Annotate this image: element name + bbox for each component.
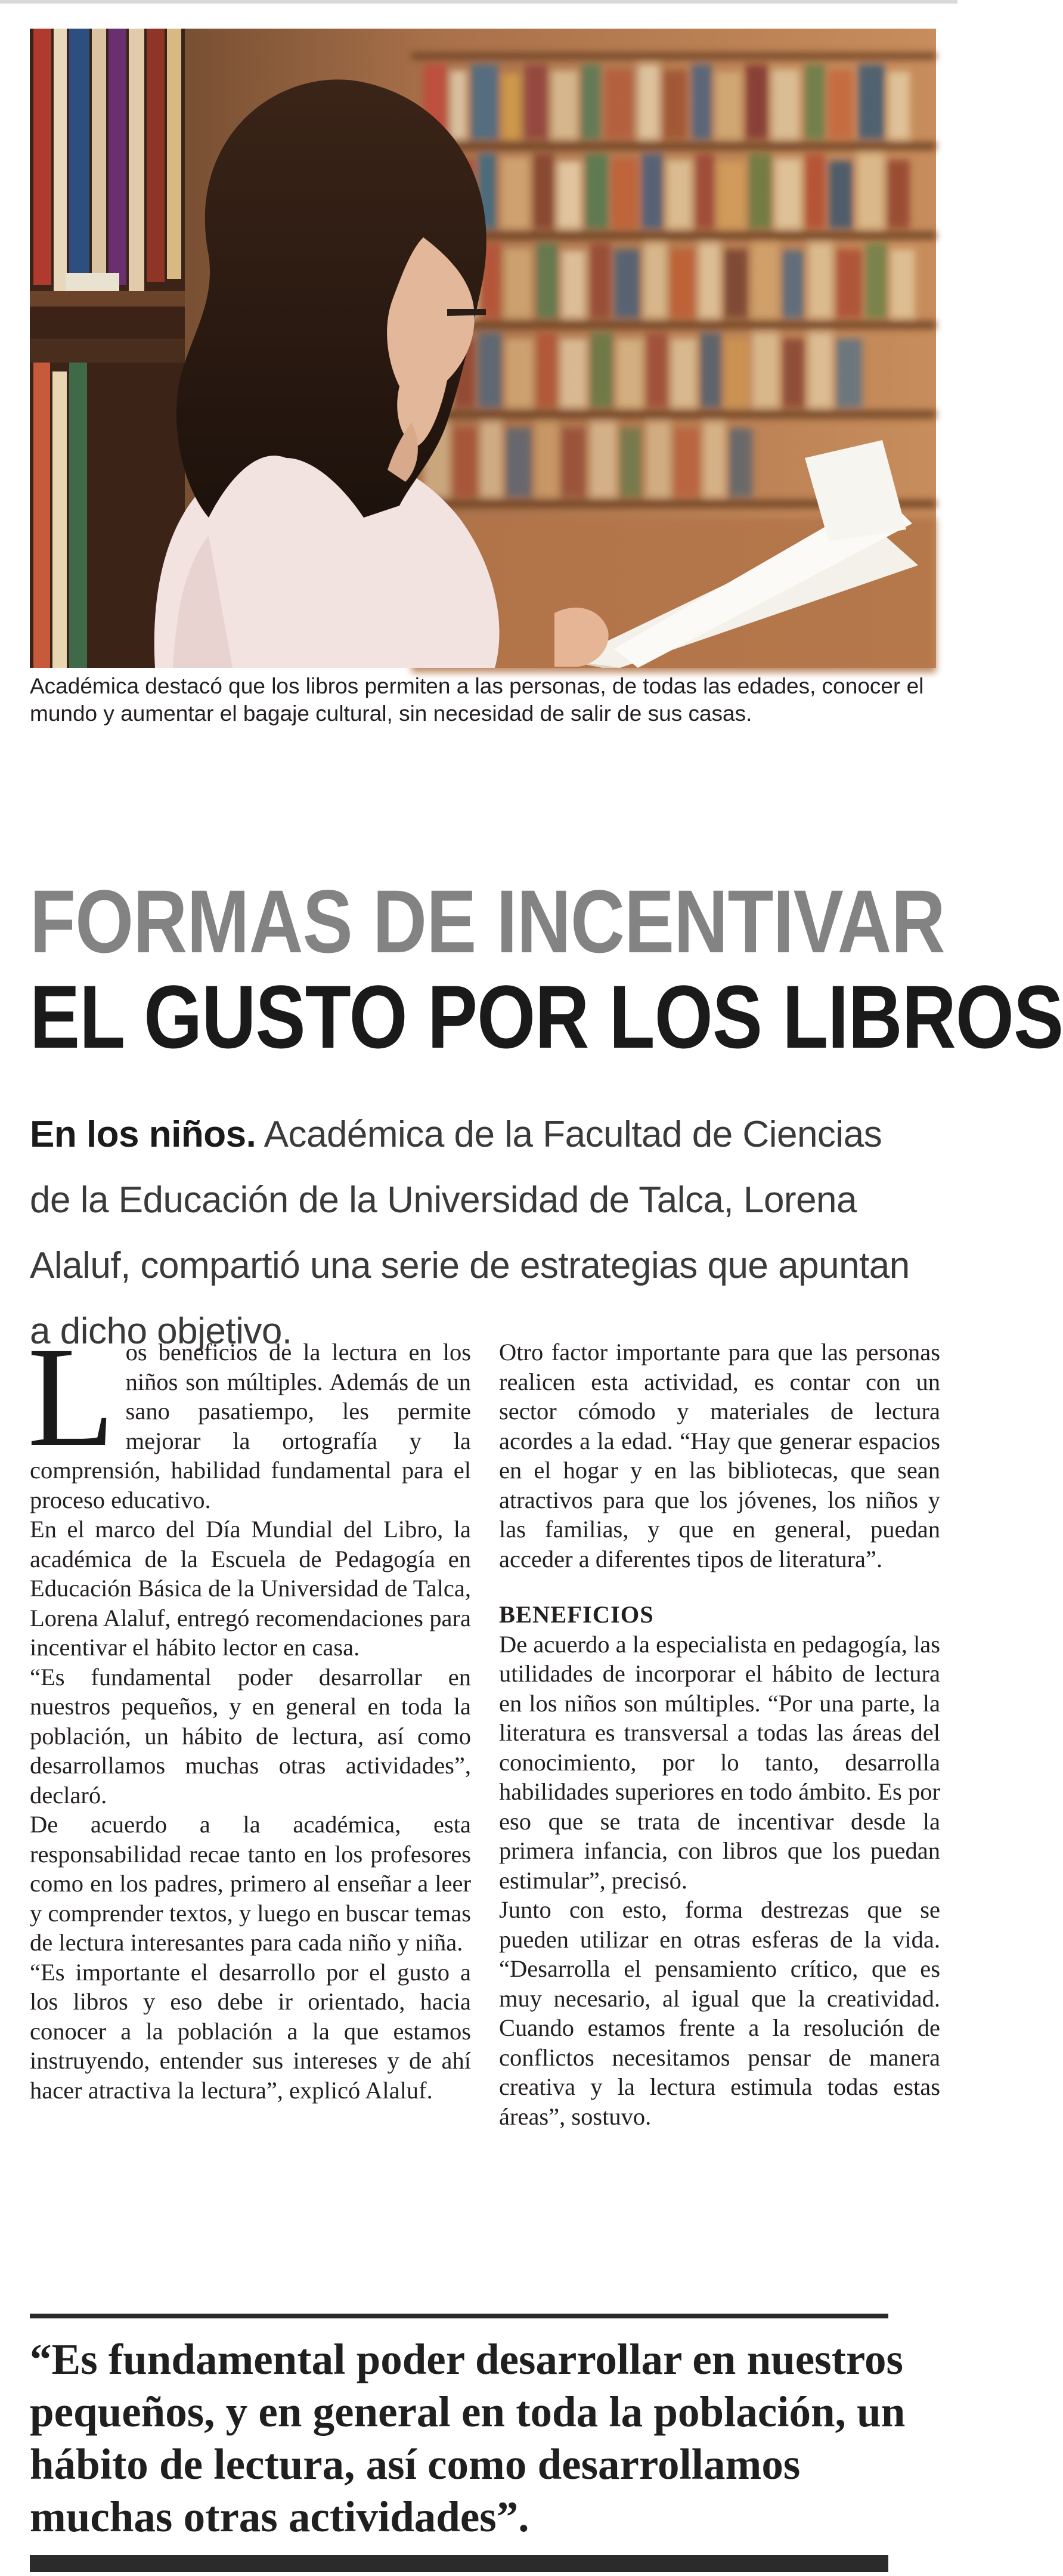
photo-caption: Académica destacó que los libros permiten a las personas, de todas las edades, conocer el mundo y aumentar el bagaje cultural, sin necesidad de salir de sus casas. [30, 674, 924, 726]
body-paragraph: En el marco del Día Mundial del Libro, la académica de la Escuela de Pedagogía en Educación Básica de la Universidad de Talca, Lorena Alaluf, entregó recomendaciones para incentivar el hábito lector en casa. [30, 1516, 471, 1661]
headline-line-2: EL GUSTO POR LOS LIBROS [30, 967, 1063, 1067]
body-paragraph: “Es fundamental poder desarrollar en nuestros pequeños, y en general en toda la población, un hábito de lectura, así como desarrollamos muchas otras actividades”, declaró. [30, 1663, 471, 1809]
article-photo [30, 29, 936, 668]
body-paragraph-text: os beneficios de la lectura en los niños son múltiples. Además de un sano pasatiempo, les permite mejorar la ortografía y la comprensión, habilidad fundamental para el proceso educativo. [30, 1339, 471, 1513]
lead-kicker: En los niños. [30, 1114, 256, 1155]
body-column-right [499, 1337, 940, 2131]
body-paragraph: De acuerdo a la especialista en pedagogía, las utilidades de incorporar el hábito de lectura en los niños son múltiples. “Por una parte, la literatura es transversal a todas las áreas del conocimiento, por lo tanto, desarrolla habilidades superiores en todo ámbito. Es por eso que se trata de incentivar desde la primera infancia, con libros que los puedan estimular”, precisó. [499, 1630, 940, 1894]
body-paragraph [27, 1317, 471, 1515]
section-subhead: BENEFICIOS [499, 1601, 654, 1628]
pull-quote: “Es fundamental poder desarrollar en nuestros pequeños, y en general en toda la población, un hábito de lectura, así como desarrollamos muchas otras actividades”. [30, 2335, 906, 2541]
body-paragraph: Otro factor importante para que las personas realicen esta actividad, es contar con un sector cómodo y materiales de lectura acordes a la edad. “Hay que generar espacios en el hogar y en las bibliotecas, que sean atractivos para que los jóvenes, los niños y las familias, y que en general, puedan acceder a diferentes tipos de literatura”. [499, 1339, 940, 1572]
drop-cap: L [27, 1317, 115, 1476]
girl-reading-in-library-image [30, 29, 936, 668]
lead-text: Académica de la Facultad de Ciencias de la Educación de la Universidad de Talca, Lorena Alaluf, compartió una serie de estrategias que apuntan a dicho objetivo. [30, 1114, 910, 1352]
top-border [0, 0, 957, 4]
pullquote-bottom-rule [30, 2555, 888, 2572]
body-column-left [27, 1317, 472, 2105]
body-paragraph: De acuerdo a la académica, esta responsabilidad recae tanto en los profesores como en los padres, primero al enseñar a leer y comprender textos, y luego en buscar temas de lectura interesantes para cada niño y niña. [30, 1811, 472, 1956]
pullquote-top-rule [30, 2314, 888, 2318]
headline-line-1: FORMAS DE INCENTIVAR [30, 871, 945, 971]
body-paragraph: Junto con esto, forma destrezas que se pueden utilizar en otras esferas de la vida. “Desarrolla el pensamiento crítico, que es muy necesario, al igual que la creatividad. Cuando estamos frente a la resolución de conflictos necesitamos pensar de manera creativa y la lectura estimula todas estas áreas”, sostuvo. [499, 1896, 940, 2130]
body-paragraph: “Es importante el desarrollo por el gusto a los libros y eso debe ir orientado, hacia conocer a la población a la que estamos instruyendo, entender sus intereses y de ahí hacer atractiva la lectura”, explicó Alaluf. [30, 1958, 471, 2104]
article-lead [30, 1102, 912, 1364]
